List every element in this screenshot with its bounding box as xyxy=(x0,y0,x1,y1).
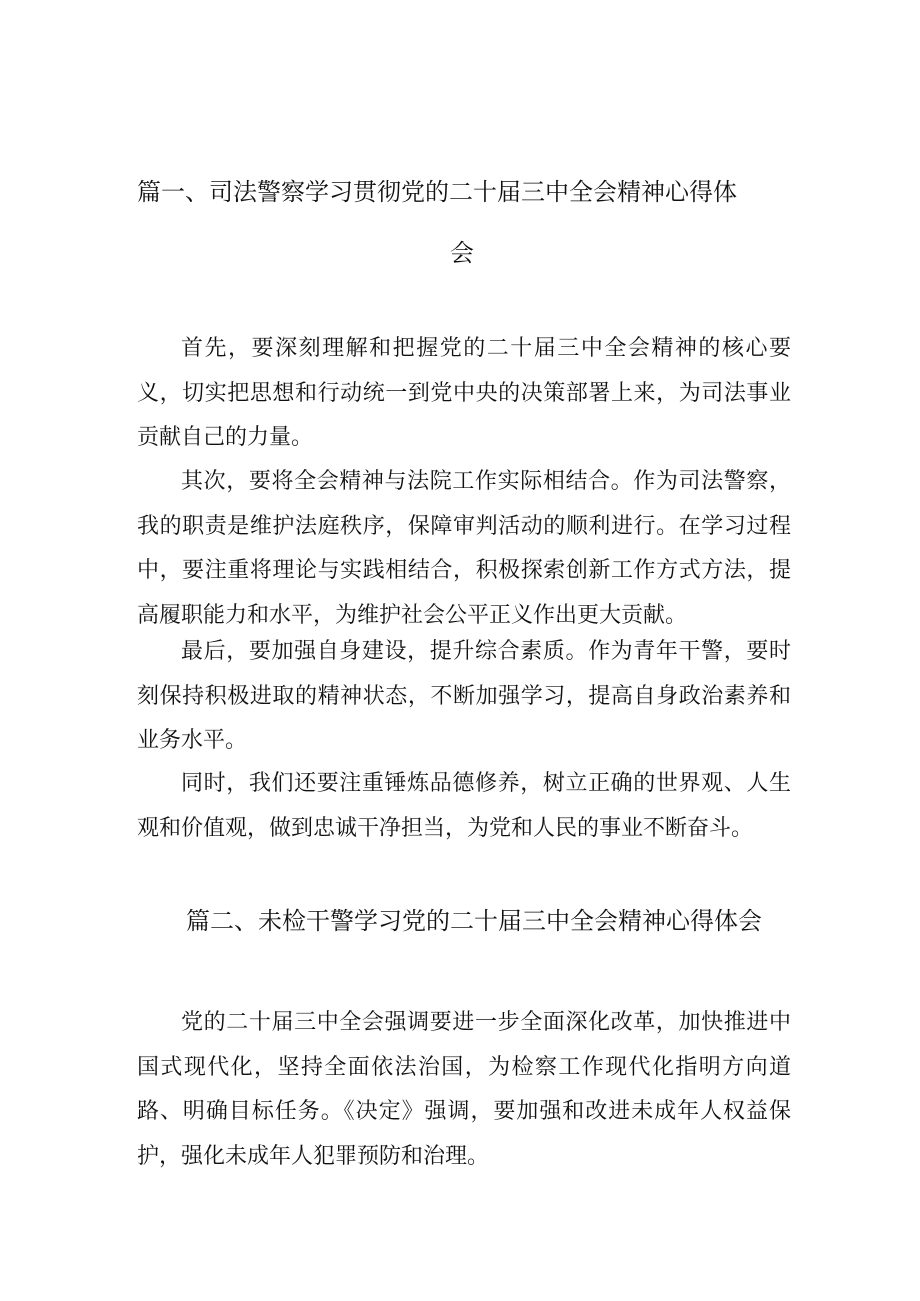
section-1-paragraph-2: 其次，要将全会精神与法院工作实际相结合。作为司法警察，我的职责是维护法庭秩序，保障审判活动的顺利进行。在学习过程中，要注重将理论与实践相结合，积极探索创新工作方式方法，提高履职能力和水平，为维护社会公平正义作出更大贡献。 xyxy=(137,469,791,628)
section-2-paragraph-1: 党的二十届三中全会强调要进一步全面深化改革，加快推进中国式现代化，坚持全面依法治国，为检察工作现代化指明方向道路、明确目标任务。《决定》强调，要加强和改进未成年人权益保护，强化未成年人犯罪预防和治理。 xyxy=(137,1010,791,1169)
section-1-paragraph-4: 同时，我们还要注重锤炼品德修养，树立正确的世界观、人生观和价值观，做到忠诚干净担当，为党和人民的事业不断奋斗。 xyxy=(137,771,791,841)
section-2-title: 篇二、未检干警学习党的二十届三中全会精神心得体会 xyxy=(186,907,762,935)
section-1-title: 篇一、司法警察学习贯彻党的二十届三中全会精神心得体 xyxy=(137,178,737,206)
section-1-paragraph-3: 最后，要加强自身建设，提升综合素质。作为青年干警，要时刻保持积极进取的精神状态，不断加强学习，提高自身政治素养和业务水平。 xyxy=(137,639,791,753)
section-1-paragraph-1: 首先，要深刻理解和把握党的二十届三中全会精神的核心要义，切实把思想和行动统一到党中央的决策部署上来，为司法事业贡献自己的力量。 xyxy=(137,336,791,450)
section-1-title-continuation: 会 xyxy=(450,239,474,267)
